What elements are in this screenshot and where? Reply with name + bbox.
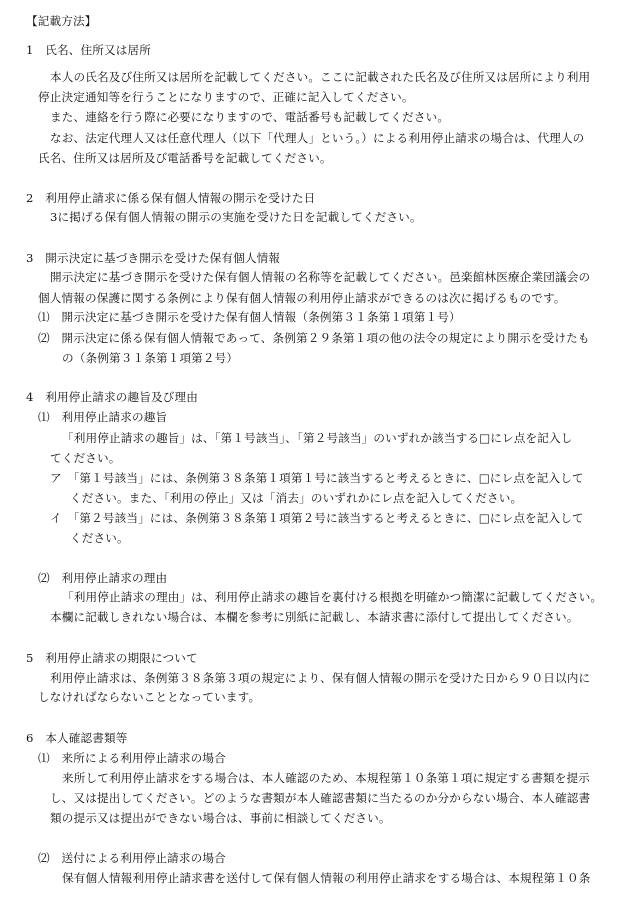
section-1-text: なお、法定代理人又は任意代理人（以下「代理人」という。）による利用停止請求の場合は、代理人の	[50, 131, 585, 145]
section-4-subheading: ⑴ 利用停止請求の趣旨	[38, 410, 168, 424]
section-4-item: ください。また、「利用の停止」又は「消去」のいずれかにレ点を記入してください。	[70, 491, 523, 505]
section-3-heading: 3 開示決定に基づき開示を受けた保有個人情報	[26, 251, 281, 265]
section-1-text: 本人の氏名及び住所又は居所を記載してください。ここに記載された氏名及び住所又は居所により利用	[50, 70, 591, 84]
section-5-heading: 5 利用停止請求の期限について	[26, 651, 198, 665]
section-1-heading: 1 氏名、住所又は居所	[26, 43, 151, 57]
section-3-text: 個人情報の保護に関する条例により保有個人情報の利用停止請求ができるのは次に掲げるものです。	[38, 291, 566, 305]
section-5-text: 利用停止請求は、条例第３８条第３項の規定により、保有個人情報の開示を受けた日から９０日以内に	[50, 671, 591, 685]
section-2-text: 3に掲げる保有個人情報の開示の実施を受けた日を記載してください。	[50, 210, 422, 224]
section-6-text: 来所して利用停止請求をする場合は、本人確認のため、本規程第１０条第１項に規定する書類を提示	[62, 771, 591, 785]
section-6-text: 保有個人情報利用停止請求書を送付して保有個人情報の利用停止請求をする場合は、本規程第１０条	[62, 871, 591, 885]
section-4-text: 「利用停止請求の理由」は、利用停止請求の趣旨を裏付ける根拠を明確かつ簡潔に記載してください。	[62, 590, 603, 604]
section-4-heading: 4 利用停止請求の趣旨及び理由	[26, 390, 198, 404]
section-3-item: ⑵ 開示決定に係る保有個人情報であって、条例第２９条第１項の他の法令の規定により開示を受けたも	[38, 331, 590, 345]
section-2-heading: 2 利用停止請求に係る保有個人情報の開示を受けた日	[26, 191, 316, 205]
section-6-text: し、又は提出してください。どのような書類が本人確認書類に当たるのか分からない場合、本人確認書	[50, 791, 591, 805]
section-1-text: 停止決定通知等を行うことになりますので、正確に記入してください。	[38, 90, 414, 104]
section-1-text: 氏名、住所又は居所及び電話番号を記載してください。	[38, 151, 332, 165]
section-6-subheading: ⑴ 来所による利用停止請求の場合	[38, 751, 226, 765]
section-5-text: しなければならないこととなっています。	[38, 690, 261, 704]
section-3-text: 開示決定に基づき開示を受けた保有個人情報の名称等を記載してください。邑楽館林医療企業団議会の	[50, 270, 591, 284]
section-4-item: ア 「第１号該当」には、条例第３８条第１項第１号に該当すると考えるときに、□にレ点を記入して	[50, 471, 584, 485]
section-1-text: また、連絡を行う際に必要になりますので、電話番号も記載してください。	[50, 110, 450, 124]
section-6-subheading: ⑵ 送付による利用停止請求の場合	[38, 851, 226, 865]
section-4-subheading: ⑵ 利用停止請求の理由	[38, 571, 168, 585]
document-heading: 【記載方法】	[26, 14, 97, 28]
section-6-heading: 6 本人確認書類等	[26, 731, 128, 745]
section-3-item: ⑴ 開示決定に基づき開示を受けた保有個人情報（条例第３１条第１項第１号）	[38, 310, 461, 324]
section-4-item: ください。	[70, 531, 129, 545]
section-6-text: 類の提示又は提出ができない場合は、事前に相談してください。	[50, 811, 391, 825]
section-4-item: イ 「第２号該当」には、条例第３８条第１項第２号に該当すると考えるときに、□にレ点を記入して	[50, 511, 584, 525]
section-4-text: 「利用停止請求の趣旨」は、「第１号該当」、「第２号該当」のいずれか該当する□にレ点を記入し	[62, 431, 573, 445]
section-4-text: てください。	[50, 451, 121, 465]
section-4-text: 本欄に記載しきれない場合は、本欄を参考に別紙に記載し、本請求書に添付して提出してください。	[50, 610, 579, 624]
section-3-item: の（条例第３１条第１項第２号）	[62, 351, 239, 365]
